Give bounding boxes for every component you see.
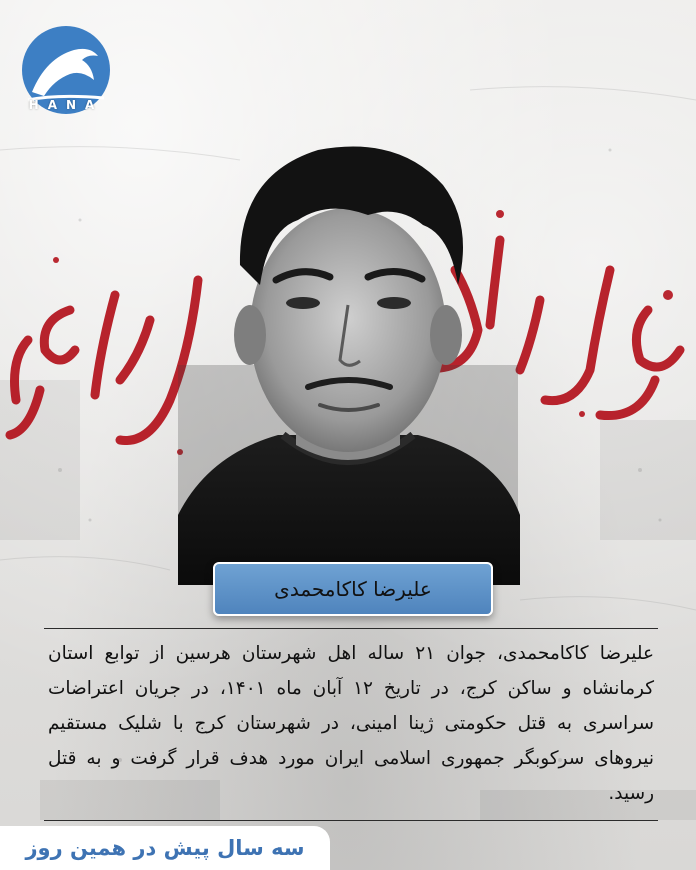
footer-tag: [0, 826, 330, 870]
brand-name: HANA: [28, 98, 104, 112]
name-plate: [213, 562, 493, 616]
biography-text: علیرضا کاکامحمدی، جوان ۲۱ ساله اهل شهرستان هرسین از توابع استان کرمانشاه و ساکن کرج، در تاریخ ۱۲ آبان ماه ۱۴۰۱، در جریان اعتراضات سراسری به قتل حکومتی ژینا امینی، در شهرستان کرج با شلیک مستقیم نیروهای سرکوبگر جمهوری اسلامی ایران مورد هدف قرار گرفت و به قتل رسید.: [48, 643, 654, 804]
divider-bottom: [44, 820, 658, 821]
footer-label: سه سال پیش در همین روز: [25, 836, 305, 860]
person-name: علیرضا کاکامحمدی: [274, 577, 432, 601]
divider-top: [44, 628, 658, 629]
portrait-photo-icon: [168, 115, 528, 585]
